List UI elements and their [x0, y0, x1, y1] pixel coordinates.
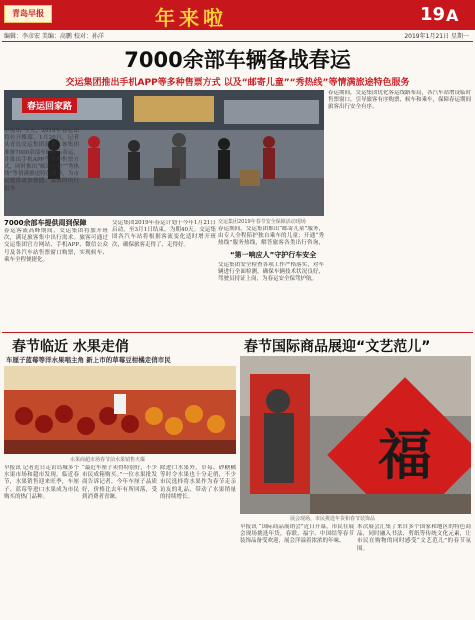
- section-tag: 春运回家路: [22, 98, 77, 113]
- photo2-caption: 水果商超市场春节前水果销售火爆: [70, 457, 146, 463]
- story2-column-2: “最近车厘子卖得特别好，不少市民成箱购买。”一位水果批发商告诉记者，今年车厘子品质好，价格比去年有所回落，受到消费者青睐。: [82, 465, 157, 500]
- photo1-caption: 交运集团2019年春节安全保障活动现场: [218, 219, 306, 225]
- main-subheadline: 交运集团推出手机APP等多种售票方式 以及“邮寄儿童”“秀热线”等情满旅途特色服务: [65, 78, 410, 88]
- header-divider: [2, 41, 473, 42]
- article1-column-2: 交运集团2019年春运计划于今年1月21日启动，至3月1日结束，为期40天。交运集团各汽车站将根据客流变化适时增开班次，确保旅客走得了、走得好。: [112, 220, 216, 248]
- issue-date: 2019年1月21日 星期一: [404, 33, 469, 40]
- article1-column-3a: 春运期间，交运集团推出“邮寄儿童”服务，由专人全程陪护独自乘车的儿童；开通“秀热线”服务热线，解答旅客各类出行咨询，: [218, 226, 324, 246]
- editor-info-bar: [0, 30, 475, 40]
- article1-text-right: 春运期间，交运集团优化客运线路布局，各汽车站增设临时售票窗口，引导旅客有序购票、候车和乘车，保障春运期间旅客出行安全有序。: [328, 90, 471, 111]
- article1-column-3b: 交运集团安全检查各项工作严格落实，对车辆进行全面检测，确保车辆技术状况良好，驾驶员持证上岗，为春运安全保驾护航。: [218, 262, 324, 283]
- article1-subhead-1: 7000余部车提供周到保障: [4, 219, 87, 227]
- story3-column-1: 早报讯 “国际商品展销会”近日开幕，市民在展会现场挑选年货，春联、福字、中国结等春节装饰品备受欢迎，展会洋溢着浓浓的年味。: [240, 524, 354, 545]
- page-number: 19: [420, 4, 446, 25]
- article1-lead: 早报讯 今天，2019年春运即将拉开帷幕。1月20日，记者从青岛交运集团获悉，该集团准备7000余部车辆投入春运，并推出手机APP等多种售票方式，同时推出“邮寄儿童”“秀热线”等情满旅途特色服务，为市民提供更加便捷、温馨的出行服务。: [4, 128, 79, 192]
- fu-calligraphy-photo: [240, 356, 471, 514]
- fruit-market-photo: [4, 366, 236, 454]
- holiday-banner: 年来啦: [155, 6, 227, 30]
- story2-subheadline: 车厘子蓝莓等洋水果唱主角 新上市的草莓豆柑橘走俏市民: [6, 356, 171, 364]
- section-divider: [2, 332, 473, 333]
- story3-column-2: 本次展会汇集了来自多个国家和地区的特色商品，同时融入书法、剪纸等传统文化元素，让市民在购物的同时感受“文艺范儿”的春节氛围。: [357, 524, 471, 552]
- article1-column-1: 春运客流高峰期间，交运集团将加开班次，满足旅客集中出行需求。旅客可通过交运集团官方网站、手机APP、微信公众号及各汽车站售票窗口购票，实现候车、乘车全程便捷化。: [4, 228, 108, 263]
- newspaper-logo: 青岛早报: [4, 5, 52, 23]
- page-section-letter: A: [446, 6, 459, 25]
- story3-headline: 春节国际商品展迎“文艺范儿”: [244, 339, 431, 355]
- story2-headline: 春节临近 水果走俏: [12, 339, 129, 355]
- story2-column-1: 早报讯 记者近日走访岛城多个水果市场和超市发现，临近春节，水果销售迎来旺季，车厘子、蓝莓等进口水果成为市民购买的热门品种。: [4, 465, 79, 500]
- main-headline: 7000余部车辆备战春运: [124, 48, 351, 72]
- photo3-caption: 展会现场，市民挑选年货和春节装饰品: [290, 516, 376, 522]
- story2-column-3: 除进口水果外，草莓、砂糖橘等时令水果也十分走俏，不少市民选择将水果作为春节走亲访友的礼品，带动了水果销量的持续增长。: [160, 465, 236, 500]
- article1-subhead-2: “第一响应人”守护行车安全: [230, 251, 317, 259]
- editor-credits: 编辑：李彦宏 美编：高鹏 校对：孙洋: [4, 33, 104, 40]
- svg-text:福: 福: [378, 423, 432, 487]
- page-header: [0, 0, 475, 30]
